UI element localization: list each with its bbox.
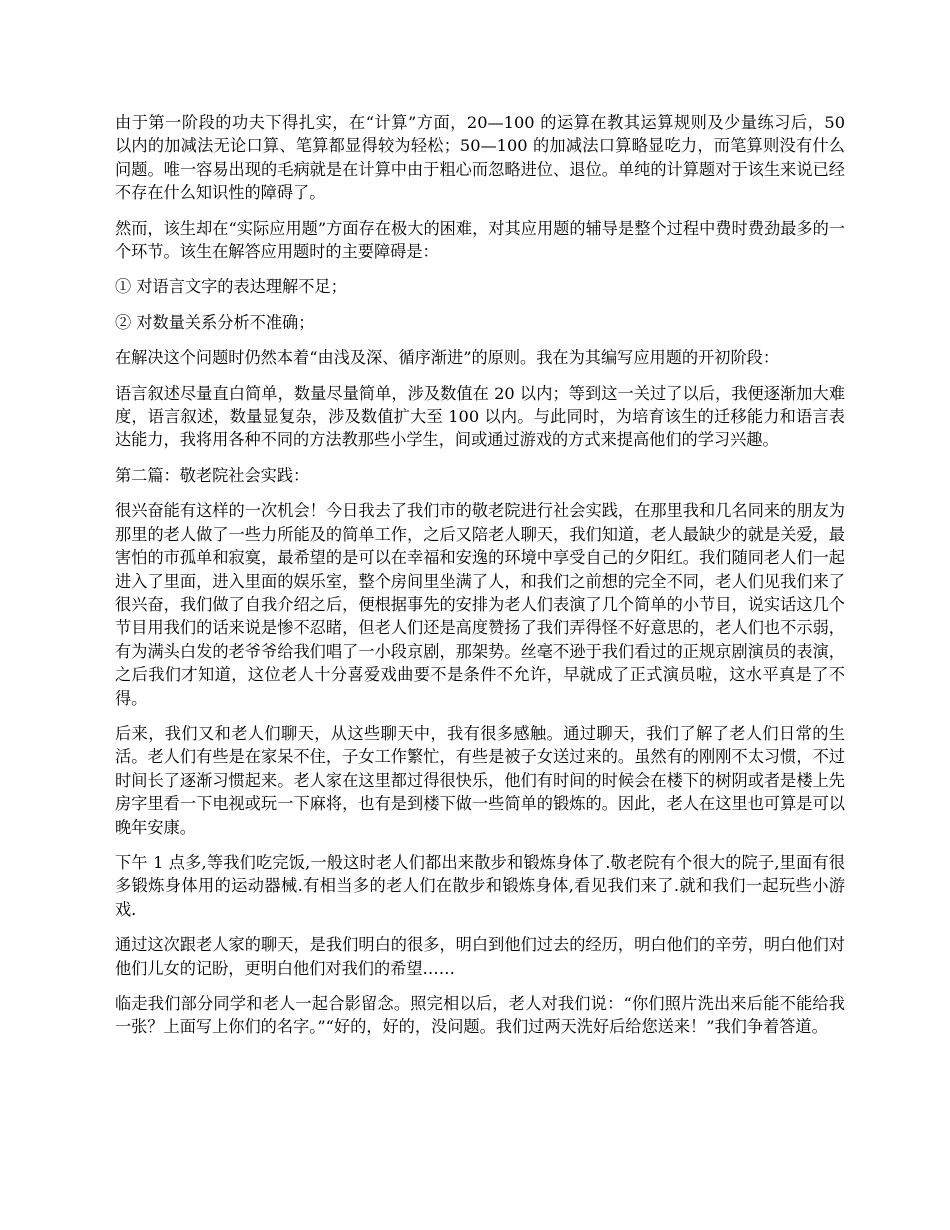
paragraph-chatting: 后来，我们又和老人们聊天，从这些聊天中，我有很多感触。通过聊天，我们了解了老人们日常的生活。老人们有些是在家呆不住，子女工作繁忙，有些是被子女送过来的。虽然有的刚刚不太习惯，不过时间长了逐渐习惯起来。老人家在这里都过得很快乐，他们有时间的时候会在楼下的树阴或者是楼上先房字里看一下电视或玩一下麻将，也有是到楼下做一些简单的锻炼的。因此，老人在这里也可算是可以晚年安康。 [115,723,845,837]
paragraph-principle: 在解决这个问题时仍然本着“由浅及深、循序渐进”的原则。我在为其编写应用题的开初阶段： [115,348,780,368]
list-item-obstacle-1: ① 对语言文字的表达理解不足； [115,277,347,297]
paragraph-farewell: 临走我们部分同学和老人一起合影留念。照完相以后，老人对我们说：“你们照片洗出来后能不能给我一张？上面写上你们的名字。”“好的，好的，没问题。我们过两天洗好后给您送来！”我们争着答道。 [115,994,845,1037]
paragraph-nursing-home-visit: 很兴奋能有这样的一次机会！今日我去了我们市的敬老院进行社会实践，在那里我和几名同来的朋友为那里的老人做了一些力所能及的简单工作，之后又陪老人聊天，我们知道，老人最缺少的就是关爱，最害怕的市孤单和寂寞，最希望的是可以在幸福和安逸的环境中享受自己的夕阳红。我们随同老人们一起进入了里面，进入里面的娱乐室，整个房间里坐满了人，和我们之前想的完全不同，老人们见我们来了很兴奋，我们做了自我介绍之后，便根据事先的安排为老人们表演了几个简单的小节目，说实话这几个节目用我们的话来说是惨不忍睹，但老人们还是高度赞扬了我们弄得怪不好意思的，老人们也不示弱，有为满头白发的老爷爷给我们唱了一小段京剧，那架势。丝毫不逊于我们看过的正规京剧演员的表演，之后我们才知道，这位老人十分喜爱戏曲要不是条件不允许，早就成了正式演员啦，这水平真是了不得。 [115,501,845,708]
section-heading-part-two: 第二篇：敬老院社会实践： [115,465,310,485]
list-item-obstacle-2: ② 对数量关系分析不准确； [115,312,315,332]
paragraph-afternoon: 下午 1 点多,等我们吃完饭,一般这时老人们都出来散步和锻炼身体了.敬老院有个很大的院子,里面有很多锻炼身体用的运动器械.有相当多的老人们在散步和锻炼身体,看见我们来了.就和我们一起玩些小游戏. [115,852,845,919]
paragraph-calculation: 由于第一阶段的功夫下得扎实，在“计算”方面，20—100 的运算在教其运算规则及少量练习后，50 以内的加减法无论口算、笔算都显得较为轻松；50—100 的加减法口算略显吃力，而笔算则没有什么问题。唯一容易出现的毛病就是在计算中由于粗心而忽略进位、退位。单纯的计算题对于该生来说已经不存在什么知识性的障碍了。 [115,113,845,203]
paragraph-word-problems: 然而，该生却在“实际应用题”方面存在极大的困难，对其应用题的辅导是整个过程中费时费劲最多的一个环节。该生在解答应用题时的主要障碍是： [115,218,845,262]
paragraph-method: 语言叙述尽量直白简单，数量尽量简单，涉及数值在 20 以内；等到这一关过了以后，我便逐渐加大难度，语言叙述，数量显复杂，涉及数值扩大至 100 以内。与此同时，为培育该生的迁移能力和语言表达能力，我将用各种不同的方法教那些小学生，间或通过游戏的方式来提高他们的学习兴趣。 [115,383,845,450]
paragraph-reflection: 通过这次跟老人家的聊天，是我们明白的很多，明白到他们过去的经历，明白他们的辛劳，明白他们对他们儿女的记盼，更明白他们对我们的希望…… [115,935,845,978]
